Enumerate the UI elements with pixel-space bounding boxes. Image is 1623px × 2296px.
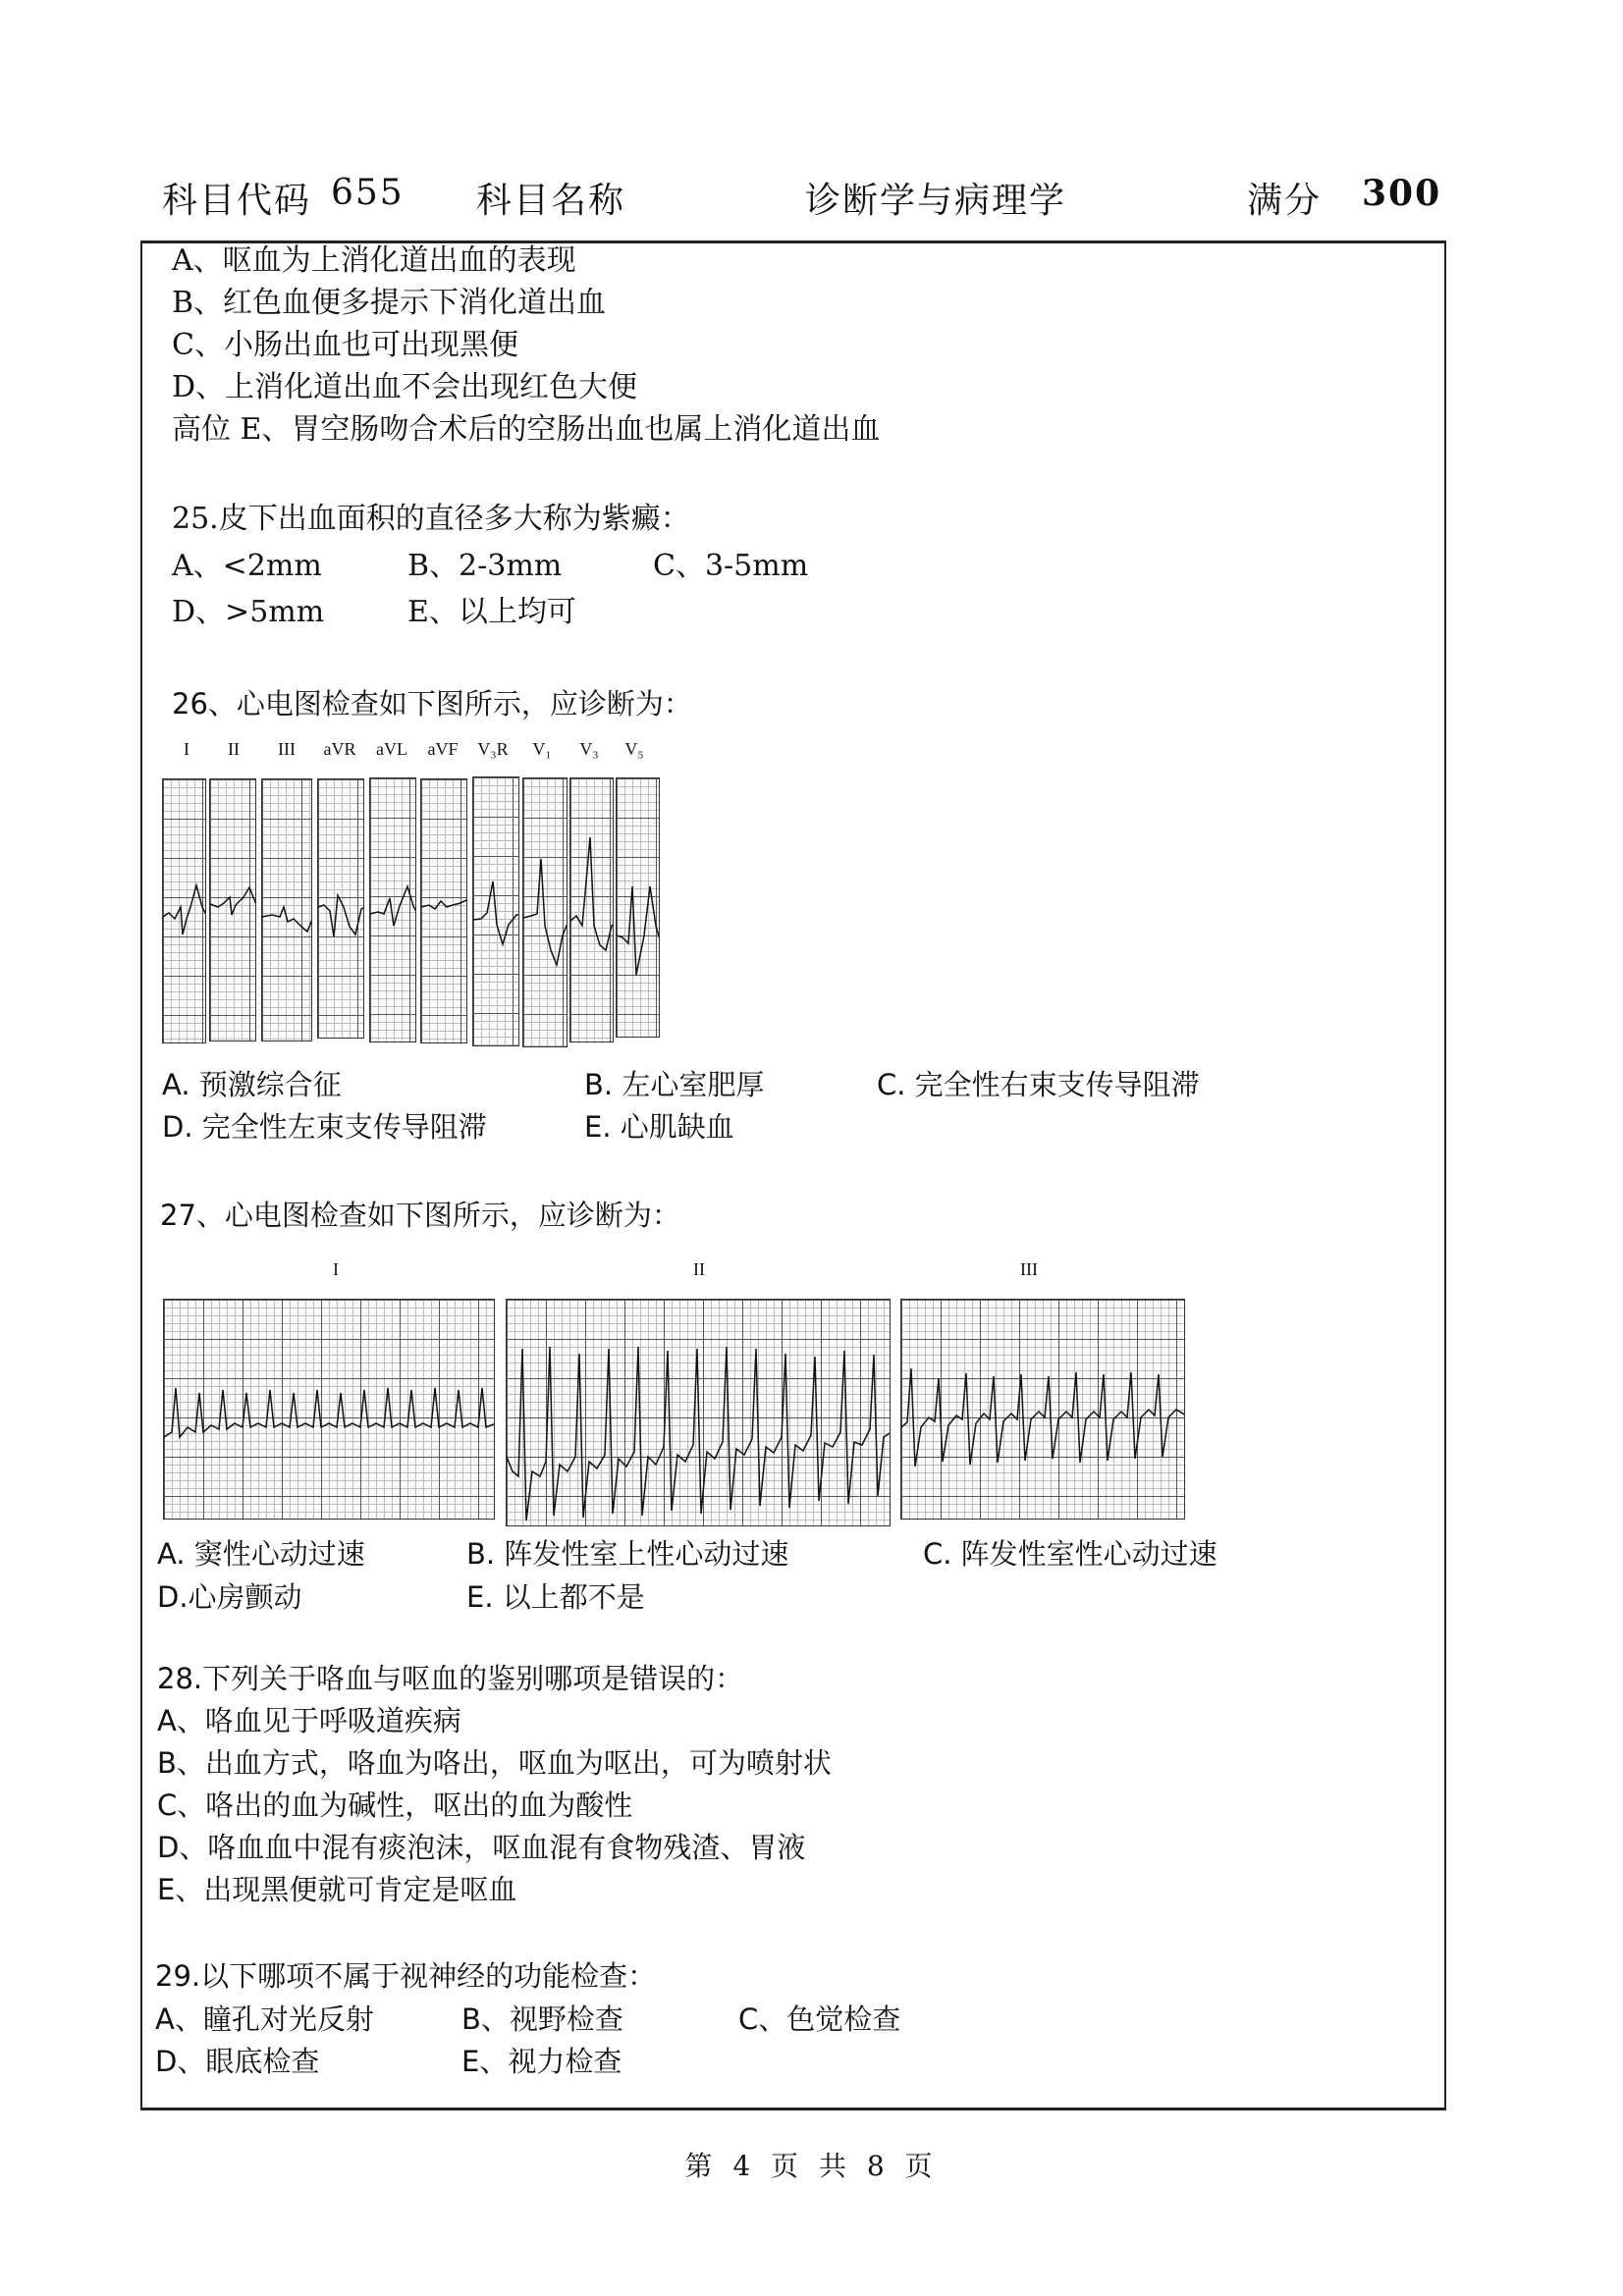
full-score-label: 满分 bbox=[1247, 181, 1323, 221]
subject-name-label: 科目名称 bbox=[476, 181, 626, 221]
subject-code-label: 科目代码 bbox=[162, 181, 312, 221]
ecg-strip-lead-v5 bbox=[616, 777, 660, 1038]
ecg-lead-label: I bbox=[184, 739, 189, 759]
q28-option-e: E、出现黑便就可肯定是呕血 bbox=[157, 1873, 517, 1906]
q28-stem: 28.下列关于咯血与呕血的鉴别哪项是错误的： bbox=[157, 1662, 744, 1695]
q27-option-c: C. 阵发性室性心动过速 bbox=[923, 1537, 1217, 1571]
ecg-strip-lead-avl bbox=[369, 777, 416, 1042]
ecg-strip-lead-iii bbox=[261, 778, 312, 1041]
q25-option-d: D、>5mm bbox=[172, 595, 325, 629]
exam-header bbox=[162, 173, 1442, 222]
ecg-strip-lead-avr bbox=[317, 778, 364, 1039]
q29-option-b: B、视野检查 bbox=[461, 2002, 623, 2036]
q29-option-d: D、眼底检查 bbox=[155, 2045, 320, 2078]
q27-option-e: E. 以上都不是 bbox=[466, 1580, 645, 1614]
q27-option-d: D.心房颤动 bbox=[157, 1580, 302, 1614]
q25-option-a: A、<2mm bbox=[172, 549, 322, 583]
ecg-strip-lead-v1 bbox=[522, 777, 568, 1047]
q27-option-b: B. 阵发性室上性心动过速 bbox=[466, 1537, 789, 1571]
page-number: 第 4 页 共 8 页 bbox=[684, 2150, 939, 2182]
q28-option-c: C、咯出的血为碱性，呕出的血为酸性 bbox=[157, 1789, 633, 1822]
q25-stem: 25.皮下出血面积的直径多大称为紫癜： bbox=[172, 502, 690, 536]
ecg-lead-label: aVF bbox=[427, 739, 459, 759]
ecg-strip-lead-avf bbox=[420, 778, 467, 1043]
ecg-strip-lead-v3 bbox=[569, 777, 614, 1042]
ecg-lead-label: V₅ bbox=[624, 739, 644, 759]
q25-option-b: B、2-3mm bbox=[407, 549, 563, 583]
ecg-strip-lead-i bbox=[162, 778, 206, 1043]
q26-option-c: C. 完全性右束支传导阻滞 bbox=[877, 1068, 1200, 1101]
q29-option-e: E、视力检查 bbox=[461, 2045, 622, 2078]
q26-stem: 26、心电图检查如下图所示，应诊断为： bbox=[172, 687, 692, 721]
q29-option-c: C、色觉检查 bbox=[738, 2002, 901, 2036]
q27-stem: 27、心电图检查如下图所示，应诊断为： bbox=[160, 1199, 680, 1232]
q27-option-a: A. 窦性心动过速 bbox=[157, 1537, 365, 1571]
ecg-strip-lead-i bbox=[163, 1299, 495, 1520]
q26-option-b: B. 左心室肥厚 bbox=[584, 1068, 765, 1101]
q25-option-c: C、3-5mm bbox=[653, 549, 809, 583]
ecg-lead-label: II bbox=[693, 1259, 705, 1279]
q28-option-a: A、咯血见于呼吸道疾病 bbox=[157, 1704, 461, 1737]
q24-option-d: D、上消化道出血不会出现红色大便 bbox=[172, 370, 638, 404]
ecg-strip-lead-iii bbox=[900, 1299, 1185, 1520]
q26-option-e: E. 心肌缺血 bbox=[584, 1110, 734, 1144]
q29-stem: 29.以下哪项不属于视神经的功能检查： bbox=[155, 1959, 657, 1993]
ecg-lead-label: V₁ bbox=[532, 739, 552, 759]
q25-option-e: E、以上均可 bbox=[407, 595, 576, 629]
q24-option-e: 高位 E、胃空肠吻合术后的空肠出血也属上消化道出血 bbox=[172, 412, 881, 447]
ecg-lead-label: aVR bbox=[323, 739, 356, 759]
ecg-lead-label: aVL bbox=[376, 739, 407, 759]
subject-name-value: 诊断学与病理学 bbox=[805, 181, 1067, 221]
q26-option-a: A. 预激综合征 bbox=[162, 1068, 342, 1101]
ecg-lead-label: V₃ bbox=[579, 739, 599, 759]
ecg-lead-label: III bbox=[278, 739, 296, 759]
q28-option-d: D、咯血血中混有痰泡沫，呕血混有食物残渣、胃液 bbox=[157, 1831, 806, 1864]
ecg-strip-lead-ii bbox=[209, 778, 256, 1041]
q24-option-b: B、红色血便多提示下消化道出血 bbox=[172, 286, 607, 320]
full-score-value: 300 bbox=[1362, 173, 1442, 214]
q24-option-c: C、小肠出血也可出现黑便 bbox=[172, 328, 518, 362]
q26-option-d: D. 完全性左束支传导阻滞 bbox=[162, 1110, 487, 1144]
ecg-strip-lead-ii bbox=[506, 1299, 891, 1526]
ecg-strip-lead-v3r bbox=[472, 776, 519, 1046]
subject-code-value: 655 bbox=[331, 173, 405, 213]
q28-option-b: B、出血方式，咯血为咯出，呕血为呕出，可为喷射状 bbox=[157, 1746, 832, 1780]
q24-option-a: A、呕血为上消化道出血的表现 bbox=[172, 243, 576, 278]
ecg-lead-label: III bbox=[1020, 1259, 1038, 1279]
ecg-lead-label: I bbox=[333, 1259, 339, 1279]
q29-option-a: A、瞳孔对光反射 bbox=[155, 2002, 374, 2036]
ecg-lead-label: II bbox=[228, 739, 240, 759]
ecg-lead-label: V₃R bbox=[477, 739, 509, 759]
